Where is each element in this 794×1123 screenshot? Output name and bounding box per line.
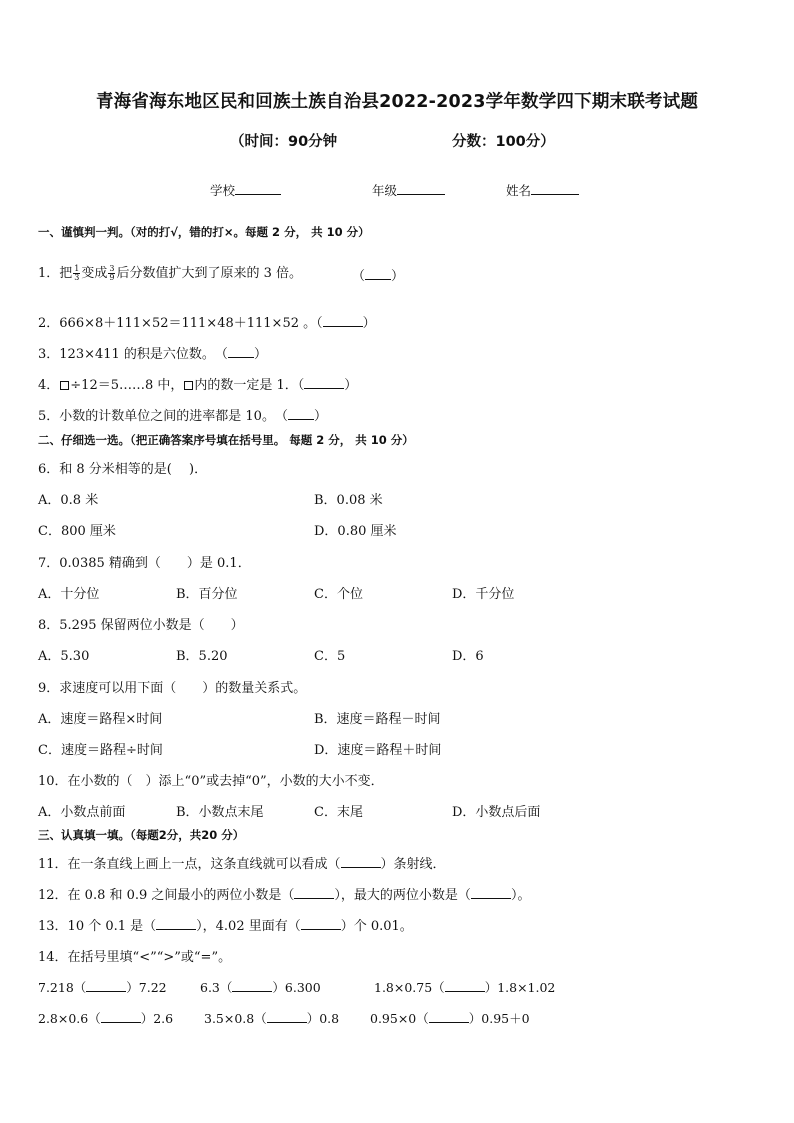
- option-6a[interactable]: A．0.8 米: [38, 493, 99, 508]
- option-10b[interactable]: B．小数点末尾: [176, 805, 264, 820]
- compare-item: 3.5×0.8（ ）0.8: [204, 1011, 340, 1026]
- answer-blank[interactable]: [301, 917, 341, 930]
- answer-blank[interactable]: [267, 1010, 307, 1023]
- option-6d[interactable]: D．0.80 厘米: [314, 524, 397, 539]
- option-7b[interactable]: B．百分位: [176, 587, 238, 602]
- question-11: 11．在一条直线上画上一点，这条直线就可以看成（ ）条射线．: [38, 857, 446, 872]
- answer-blank[interactable]: [156, 917, 196, 930]
- name-label: 姓名: [506, 183, 532, 198]
- option-8a[interactable]: A．5.30: [38, 649, 90, 664]
- question-2: 2．666×8＋111×52＝111×48＋111×52 。（ ）: [38, 316, 376, 331]
- option-9a[interactable]: A．速度＝路程×时间: [38, 712, 163, 727]
- answer-blank[interactable]: [86, 979, 126, 992]
- question-7: 7．0.0385 精确到（ ）是 0.1．: [38, 556, 251, 571]
- compare-item: 0.95×0（ ）0.95＋0: [370, 1011, 530, 1026]
- exam-time: （时间：90分钟: [230, 134, 338, 150]
- option-9c[interactable]: C．速度＝路程÷时间: [38, 743, 163, 758]
- question-14: 14．在括号里填“<”“>”或“=”。: [38, 950, 232, 965]
- grade-label: 年级: [372, 183, 398, 198]
- question-3: 3．123×411 的积是六位数。 （ ）: [38, 347, 267, 362]
- answer-blank[interactable]: [429, 1010, 469, 1023]
- option-10a[interactable]: A．小数点前面: [38, 805, 126, 820]
- question-13: 13．10 个 0.1 是（ ），4.02 里面有（ ）个 0.01。: [38, 919, 413, 934]
- answer-blank[interactable]: [232, 979, 272, 992]
- box-symbol: [60, 381, 69, 390]
- exam-title: 青海省海东地区民和回族土族自治县2022-2023学年数学四下期末联考试题: [95, 92, 699, 112]
- answer-blank[interactable]: [101, 1010, 141, 1023]
- option-10c[interactable]: C．末尾: [314, 805, 363, 820]
- grade-blank[interactable]: [397, 182, 445, 195]
- option-6c[interactable]: C．800 厘米: [38, 524, 116, 539]
- option-8b[interactable]: B．5.20: [176, 649, 228, 664]
- question-8: 8．5.295 保留两位小数是（ ）: [38, 618, 244, 633]
- answer-blank[interactable]: [365, 267, 391, 280]
- option-8d[interactable]: D．6: [452, 649, 484, 664]
- option-7d[interactable]: D．千分位: [452, 587, 515, 602]
- compare-item: 6.3（ ）6.300: [200, 980, 321, 995]
- option-6b[interactable]: B．0.08 米: [314, 493, 383, 508]
- option-7c[interactable]: C．个位: [314, 587, 363, 602]
- section-1-heading: 一、谨慎判一判。（对的打√，错的打×。每题 2 分， 共 10 分）: [38, 225, 370, 239]
- answer-blank[interactable]: [341, 855, 381, 868]
- question-1: 1．把 $\frac{1}{3}$ 变成 $\frac{3}{9}$ 后分数值扩大到了原来的 3 倍。: [38, 264, 303, 282]
- option-10d[interactable]: D．小数点后面: [452, 805, 541, 820]
- exam-score: 分数：100分）: [452, 134, 555, 150]
- grade-field: [372, 181, 445, 199]
- school-label: 学校: [210, 183, 236, 198]
- question-4: 4． ÷12＝5……8 中， 内的数一定是 1．（ ）: [38, 378, 358, 393]
- question-9: 9．求速度可以用下面（ ）的数量关系式。: [38, 681, 307, 696]
- answer-blank[interactable]: [445, 979, 485, 992]
- question-5: 5．小数的计数单位之间的进率都是 10。 （ ）: [38, 409, 327, 424]
- option-9b[interactable]: B．速度＝路程－时间: [314, 712, 441, 727]
- question-12: 12．在 0.8 和 0.9 之间最小的两位小数是（ ），最大的两位小数是（ ）。: [38, 888, 531, 903]
- compare-item: 2.8×0.6（ ）2.6: [38, 1011, 174, 1026]
- question-6: 6．和 8 分米相等的是( )．: [38, 462, 208, 477]
- option-8c[interactable]: C．5: [314, 649, 346, 664]
- school-blank[interactable]: [235, 182, 281, 195]
- answer-blank[interactable]: [471, 886, 511, 899]
- option-7a[interactable]: A．十分位: [38, 587, 100, 602]
- answer-blank[interactable]: [304, 376, 344, 389]
- fraction-three-ninths: $\frac{3}{9}$: [109, 264, 115, 282]
- fraction-one-third: $\frac{1}{3}$: [74, 264, 80, 282]
- box-symbol: [184, 381, 193, 390]
- section-2-heading: 二、仔细选一选。（把正确答案序号填在括号里。 每题 2 分， 共 10 分）: [38, 433, 414, 447]
- name-field: [506, 181, 579, 199]
- answer-blank[interactable]: [288, 407, 314, 420]
- school-field: [210, 181, 281, 199]
- section-3-heading: 三、认真填一填。（每题2分，共20 分）: [38, 828, 245, 842]
- compare-item: 1.8×0.75（ ）1.8×1.02: [374, 980, 556, 995]
- answer-blank[interactable]: [323, 314, 363, 327]
- question-10: 10．在小数的（ ）添上“0”或去掉“0”，小数的大小不变．: [38, 774, 384, 789]
- name-blank[interactable]: [531, 182, 579, 195]
- answer-blank[interactable]: [228, 345, 254, 358]
- option-9d[interactable]: D．速度＝路程＋时间: [314, 743, 442, 758]
- question-1-answer: （ ）: [352, 269, 405, 284]
- compare-item: 7.218（ ）7.22: [38, 980, 167, 995]
- answer-blank[interactable]: [294, 886, 334, 899]
